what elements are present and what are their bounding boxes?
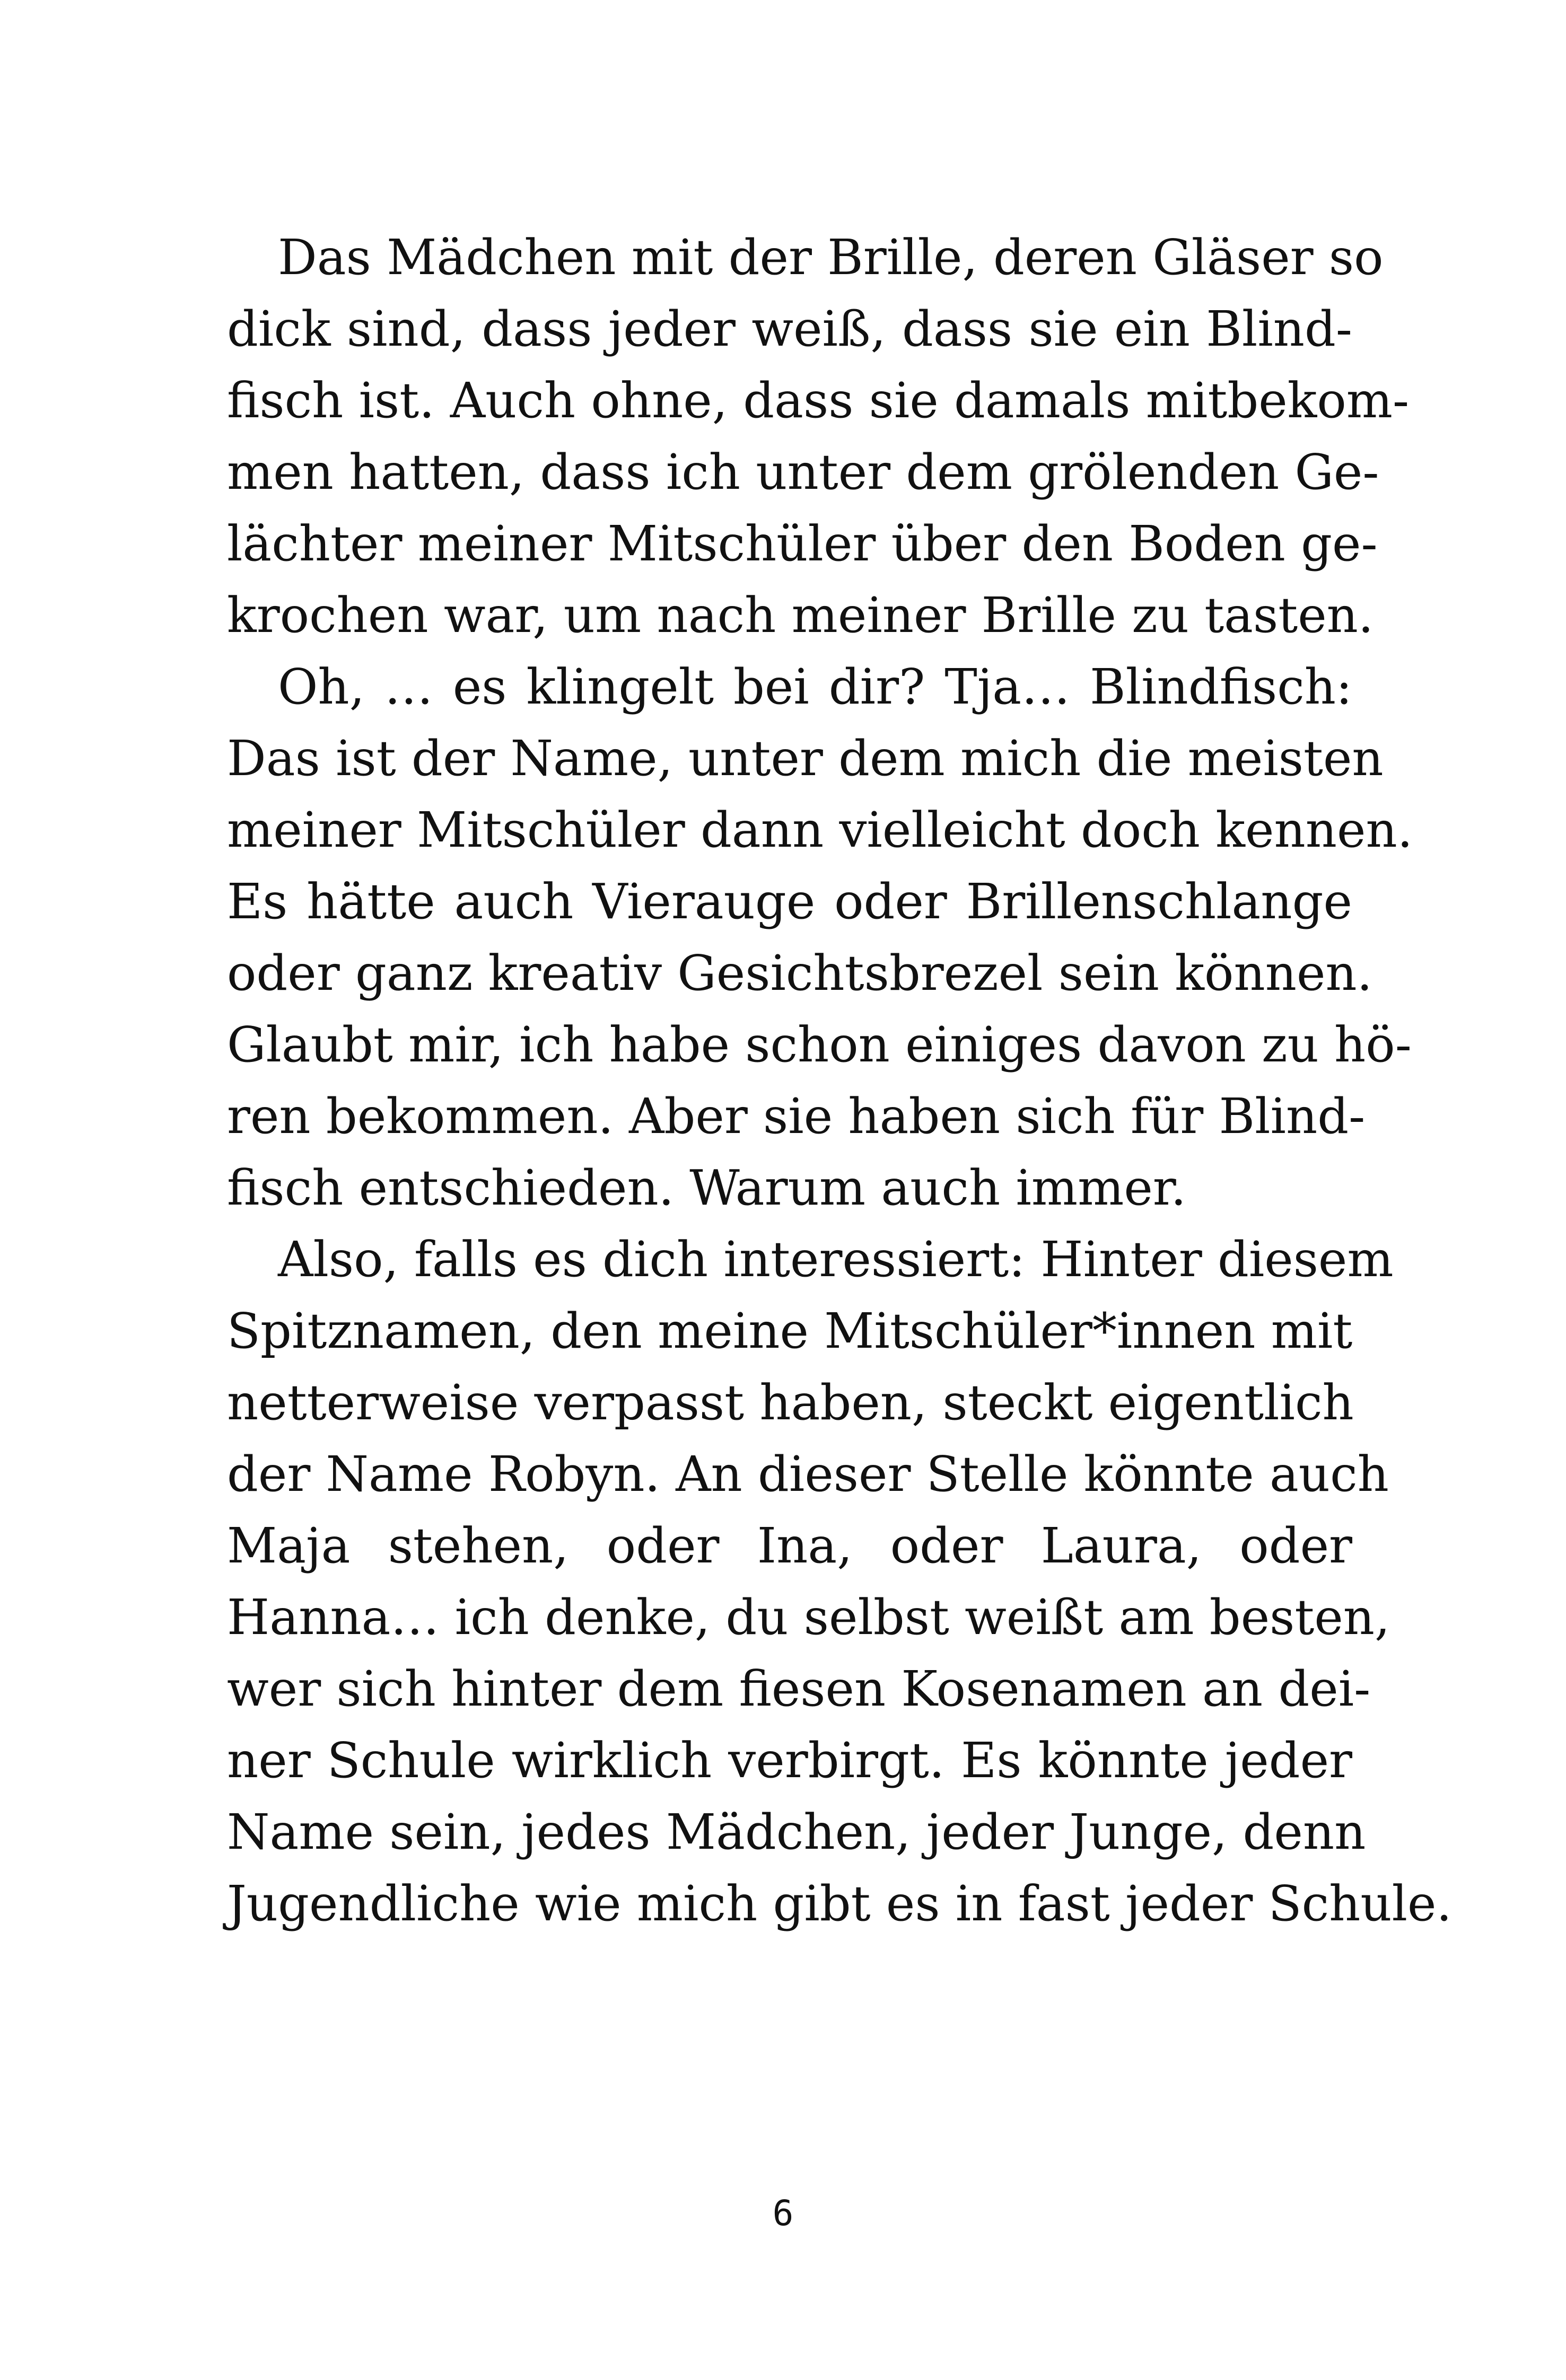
text-line: Also, falls es dich interessiert: Hinter diesem	[278, 1231, 1394, 1288]
text-line: oder ganz kreativ Gesichtsbrezel sein können.	[227, 945, 1372, 1002]
text-line: meiner Mitschüler dann vielleicht doch kennen.	[227, 802, 1413, 858]
text-line: Es hätte auch Vierauge oder Brillenschlange	[227, 873, 1352, 930]
text-line: fisch entschieden. Warum auch immer.	[227, 1160, 1186, 1216]
text-line: Das Mädchen mit der Brille, deren Gläser so	[278, 229, 1384, 286]
text-line: Hanna… ich denke, du selbst weißt am besten,	[227, 1589, 1390, 1646]
text-line: men hatten, dass ich unter dem grölenden Ge-	[227, 444, 1379, 500]
text-line: dick sind, dass jeder weiß, dass sie ein Blind-	[227, 301, 1352, 357]
body-text	[227, 222, 1452, 1939]
text-line: ren bekommen. Aber sie haben sich für Blind-	[227, 1088, 1366, 1145]
text-line: Oh, … es klingelt bei dir? Tja… Blindfisch:	[278, 658, 1352, 715]
text-line: lächter meiner Mitschüler über den Boden ge-	[227, 515, 1378, 572]
text-line: Jugendliche wie mich gibt es in fast jeder Schule.	[227, 1875, 1452, 1932]
text-line: Maja stehen, oder Ina, oder Laura, oder	[227, 1517, 1352, 1574]
text-line: Name sein, jedes Mädchen, jeder Junge, denn	[227, 1804, 1366, 1860]
text-line: krochen war, um nach meiner Brille zu tasten.	[227, 587, 1374, 644]
text-line: ner Schule wirklich verbirgt. Es könnte jeder	[227, 1732, 1352, 1789]
text-line: Spitznamen, den meine Mitschüler*innen mit	[227, 1303, 1353, 1359]
page-number: 6	[772, 2193, 794, 2234]
text-line: Das ist der Name, unter dem mich die meisten	[227, 730, 1384, 787]
text-line: Glaubt mir, ich habe schon einiges davon zu hö-	[227, 1016, 1412, 1073]
text-line: wer sich hinter dem fiesen Kosenamen an dei-	[227, 1661, 1371, 1717]
text-line: der Name Robyn. An dieser Stelle könnte auch	[227, 1446, 1389, 1503]
text-line: netterweise verpasst haben, steckt eigentlich	[227, 1374, 1354, 1431]
text-line: fisch ist. Auch ohne, dass sie damals mitbekom-	[227, 372, 1410, 429]
